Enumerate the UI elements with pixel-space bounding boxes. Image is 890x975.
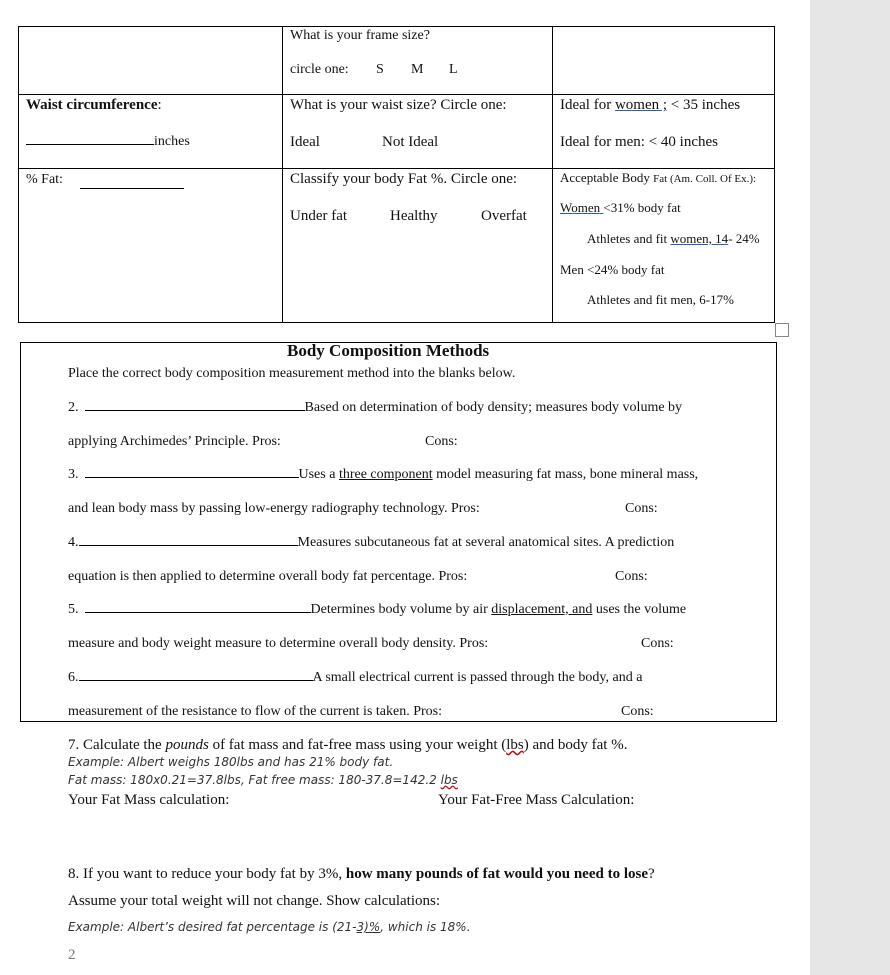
waist-inches-field[interactable] xyxy=(26,134,190,150)
waist-option-not-ideal[interactable]: Not Ideal xyxy=(382,134,439,150)
fat-mass-label: Your Fat Mass calculation: xyxy=(68,792,230,808)
ideal-women-text: Ideal for women ; < 35 inches xyxy=(560,97,741,113)
method-2-cons: Cons: xyxy=(425,434,458,449)
window-gutter xyxy=(810,0,890,975)
q7-example-2: Fat mass: 180x0.21=37.8lbs, Fat free mass: 180-37.8=142.2 lbs xyxy=(68,773,458,787)
classify-option-healthy[interactable]: Healthy xyxy=(390,208,438,224)
method-item-4: 4. Measures subcutaneous fat at several anatomical sites. A prediction xyxy=(68,535,675,550)
waist-option-ideal[interactable]: Ideal xyxy=(290,134,320,150)
athletes-men-text: Athletes and fit men, 6-17% xyxy=(587,292,734,307)
waist-units: inches xyxy=(154,134,190,149)
methods-title: Body Composition Methods xyxy=(287,341,490,360)
waist-label: Waist circumference: xyxy=(26,97,162,113)
method-5-cons: Cons: xyxy=(641,636,674,651)
method-4-blank[interactable] xyxy=(79,545,298,546)
method-5-pros: measure and body weight measure to determine overall body density. Pros: xyxy=(68,636,489,651)
frame-size-circle-label: circle one: xyxy=(290,62,349,77)
fat-free-mass-label: Your Fat-Free Mass Calculation: xyxy=(438,792,635,808)
method-6-blank[interactable] xyxy=(79,680,313,681)
men-body-fat-text: Men <24% body fat xyxy=(560,262,665,277)
method-6-pros: measurement of the resistance to flow of the current is taken. Pros: xyxy=(68,704,442,719)
frame-option-s[interactable]: S xyxy=(376,62,384,77)
frame-option-m[interactable]: M xyxy=(411,62,424,77)
frame-option-l[interactable]: L xyxy=(449,62,458,77)
method-5-blank[interactable] xyxy=(85,612,311,613)
q7-example-1: Example: Albert weighs 180lbs and has 21% body fat. xyxy=(68,755,394,769)
page-number: 2 xyxy=(68,947,76,963)
fat-percent-field[interactable] xyxy=(80,172,184,189)
women-body-fat-text: Women <31% body fat xyxy=(560,200,681,215)
ideal-men-text: Ideal for men: < 40 inches xyxy=(560,134,718,150)
method-item-3: 3. Uses a three component model measuring fat mass, bone mineral mass, xyxy=(68,467,699,482)
question-8: 8. If you want to reduce your body fat by 3%, how many pounds of fat would you need to lose? xyxy=(68,866,655,882)
q8-example: Example: Albert’s desired fat percentage is (21-3)%, which is 18%. xyxy=(68,920,471,934)
frame-size-question: What is your frame size? xyxy=(290,28,430,43)
classify-option-under-fat[interactable]: Under fat xyxy=(290,208,348,224)
method-3-blank[interactable] xyxy=(85,477,299,478)
waist-size-question: What is your waist size? Circle one: xyxy=(290,97,507,113)
question-7: 7. Calculate the pounds of fat mass and fat-free mass using your weight (lbs) and body fat %. xyxy=(68,737,628,753)
fat-percent-label: % Fat: xyxy=(26,172,63,187)
methods-instruction: Place the correct body composition measurement method into the blanks below. xyxy=(68,366,516,381)
method-item-2: 2. Based on determination of body density; measures body volume by xyxy=(68,400,683,415)
method-item-5: 5. Determines body volume by air displacement, and uses the volume xyxy=(68,602,687,617)
method-2-blank[interactable] xyxy=(85,410,305,411)
question-8-line-2: Assume your total weight will not change. Show calculations: xyxy=(68,893,441,909)
method-2-pros: applying Archimedes’ Principle. Pros: xyxy=(68,434,281,449)
method-6-cons: Cons: xyxy=(621,704,654,719)
acceptable-body-fat-heading: Acceptable Body Fat (Am. Coll. Of Ex.): xyxy=(560,170,757,185)
method-4-cons: Cons: xyxy=(615,569,648,584)
classify-option-overfat[interactable]: Overfat xyxy=(481,208,527,224)
methods-box xyxy=(20,342,777,722)
classify-question: Classify your body Fat %. Circle one: xyxy=(290,171,518,187)
table-resize-handle[interactable] xyxy=(775,323,789,337)
method-item-6: 6. A small electrical current is passed through the body, and a xyxy=(68,670,643,685)
athletes-women-text: Athletes and fit women, 14- 24% xyxy=(587,231,760,246)
method-4-pros: equation is then applied to determine overall body fat percentage. Pros: xyxy=(68,569,468,584)
method-3-cons: Cons: xyxy=(625,501,658,516)
method-3-pros: and lean body mass by passing low-energy radiography technology. Pros: xyxy=(68,501,480,516)
